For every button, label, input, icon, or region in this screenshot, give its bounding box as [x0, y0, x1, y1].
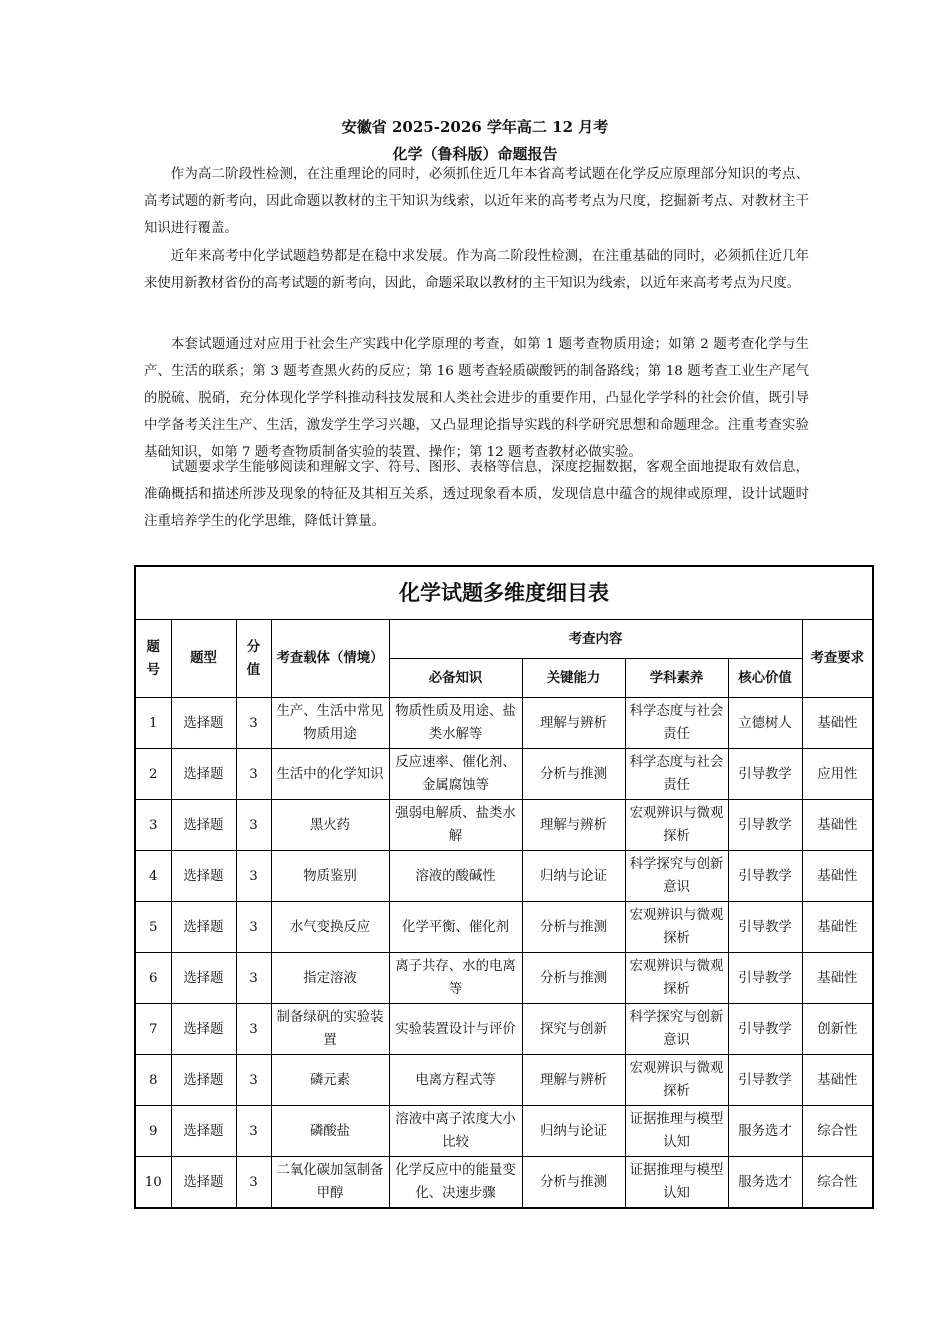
table-row [135, 749, 873, 800]
cell-knowledge: 溶液的酸碱性 [389, 851, 522, 902]
cell-value: 引导教学 [728, 953, 802, 1004]
cell-requirement: 基础性 [802, 902, 873, 953]
paragraph: 本套试题通过对应用于社会生产实践中化学原理的考查，如第 1 题考查物质用途；如第 2 题考查化学与生产、生活的联系；第 3 题考查黑火药的反应；第 16 题考查轻质碳酸钙的制备路线；第 18 题考查工业生产尾气的脱硫、脱硝，充分体现化学学科推动科技发展和人类社会进步的重要作用，凸显化学学科的社会价值，既引导中学备考关注生产、生活，激发学生学习兴趣，又凸显理论指导实践的科学研究思想和命题理念。注重考查实验基础知识，如第 7 题考查物质制备实验的装置、操作；第 12 题考查教材必做实验。 [144, 337, 809, 460]
header-type: 题型 [171, 620, 236, 698]
cell-requirement: 综合性 [802, 1106, 873, 1157]
cell-value: 服务选才 [728, 1157, 802, 1209]
cell-literacy: 宏观辨识与微观探析 [625, 800, 728, 851]
cell-number: 1 [135, 698, 171, 749]
cell-context: 磷酸盐 [271, 1106, 389, 1157]
cell-ability: 分析与推测 [522, 749, 625, 800]
paragraph: 近年来高考中化学试题趋势都是在稳中求发展。作为高二阶段性检测，在注重基础的同时，必须抓住近几年来使用新教材省份的高考试题的新考向，因此，命题采取以教材的主干知识为线索，以近年来高考考点为尺度。 [144, 249, 809, 291]
cell-score: 3 [236, 1106, 271, 1157]
cell-number: 5 [135, 902, 171, 953]
table-row [135, 851, 873, 902]
cell-ability: 探究与创新 [522, 1004, 625, 1055]
cell-type: 选择题 [171, 902, 236, 953]
header-number: 题号 [135, 620, 171, 698]
cell-number: 7 [135, 1004, 171, 1055]
cell-ability: 理解与辨析 [522, 800, 625, 851]
table-row [135, 800, 873, 851]
cell-knowledge: 溶液中离子浓度大小比较 [389, 1106, 522, 1157]
cell-ability: 理解与辨析 [522, 698, 625, 749]
cell-literacy: 科学探究与创新意识 [625, 1004, 728, 1055]
cell-score: 3 [236, 749, 271, 800]
cell-value: 引导教学 [728, 800, 802, 851]
cell-literacy: 证据推理与模型认知 [625, 1157, 728, 1209]
cell-score: 3 [236, 1055, 271, 1106]
cell-context: 物质鉴别 [271, 851, 389, 902]
cell-context: 制备绿矾的实验装置 [271, 1004, 389, 1055]
cell-knowledge: 离子共存、水的电离等 [389, 953, 522, 1004]
table-caption: 化学试题多维度细目表 [135, 566, 873, 620]
cell-value: 立德树人 [728, 698, 802, 749]
cell-type: 选择题 [171, 851, 236, 902]
header-content-group: 考查内容 [389, 620, 802, 659]
document-subtitle: 化学（鲁科版）命题报告 [392, 145, 558, 163]
cell-requirement: 基础性 [802, 800, 873, 851]
cell-requirement: 基础性 [802, 953, 873, 1004]
cell-requirement: 创新性 [802, 1004, 873, 1055]
paragraph: 作为高二阶段性检测，在注重理论的同时，必须抓住近几年本省高考试题在化学反应原理部分知识的考点、高考试题的新考向，因此命题以教材的主干知识为线索，以近年来的高考考点为尺度，挖掘新考点、对教材主干知识进行覆盖。 [144, 167, 809, 236]
cell-literacy: 宏观辨识与微观探析 [625, 953, 728, 1004]
cell-knowledge: 实验装置设计与评价 [389, 1004, 522, 1055]
cell-number: 2 [135, 749, 171, 800]
cell-score: 3 [236, 953, 271, 1004]
cell-number: 3 [135, 800, 171, 851]
cell-ability: 理解与辨析 [522, 1055, 625, 1106]
cell-type: 选择题 [171, 800, 236, 851]
cell-ability: 归纳与论证 [522, 1106, 625, 1157]
cell-literacy: 证据推理与模型认知 [625, 1106, 728, 1157]
cell-knowledge: 电离方程式等 [389, 1055, 522, 1106]
cell-context: 指定溶液 [271, 953, 389, 1004]
cell-number: 6 [135, 953, 171, 1004]
header-context: 考查载体（情境） [271, 620, 389, 698]
cell-value: 引导教学 [728, 902, 802, 953]
cell-score: 3 [236, 1157, 271, 1209]
table-row [135, 1157, 873, 1209]
header-value: 核心价值 [728, 659, 802, 698]
cell-ability: 分析与推测 [522, 1157, 625, 1209]
cell-number: 9 [135, 1106, 171, 1157]
table-row [135, 902, 873, 953]
header-ability: 关键能力 [522, 659, 625, 698]
cell-requirement: 基础性 [802, 851, 873, 902]
cell-knowledge: 反应速率、催化剂、金属腐蚀等 [389, 749, 522, 800]
cell-literacy: 科学态度与社会责任 [625, 749, 728, 800]
cell-value: 引导教学 [728, 1004, 802, 1055]
cell-ability: 归纳与论证 [522, 851, 625, 902]
table-row [135, 953, 873, 1004]
document-title: 安徽省 2025-2026 学年高二 12 月考 [341, 118, 609, 136]
cell-knowledge: 化学反应中的能量变化、决速步骤 [389, 1157, 522, 1209]
cell-context: 水气变换反应 [271, 902, 389, 953]
header-literacy: 学科素养 [625, 659, 728, 698]
table-row [135, 1055, 873, 1106]
cell-requirement: 基础性 [802, 1055, 873, 1106]
cell-type: 选择题 [171, 1055, 236, 1106]
cell-number: 8 [135, 1055, 171, 1106]
cell-type: 选择题 [171, 1004, 236, 1055]
cell-score: 3 [236, 1004, 271, 1055]
cell-literacy: 科学探究与创新意识 [625, 851, 728, 902]
cell-value: 引导教学 [728, 1055, 802, 1106]
cell-type: 选择题 [171, 1157, 236, 1209]
cell-literacy: 宏观辨识与微观探析 [625, 1055, 728, 1106]
cell-type: 选择题 [171, 1106, 236, 1157]
cell-context: 黑火药 [271, 800, 389, 851]
cell-context: 二氧化碳加氢制备甲醇 [271, 1157, 389, 1209]
exam-detail-table-container [134, 565, 872, 1209]
cell-requirement: 应用性 [802, 749, 873, 800]
cell-score: 3 [236, 698, 271, 749]
cell-knowledge: 强弱电解质、盐类水解 [389, 800, 522, 851]
cell-number: 4 [135, 851, 171, 902]
header-requirement: 考查要求 [802, 620, 873, 698]
cell-type: 选择题 [171, 953, 236, 1004]
cell-score: 3 [236, 902, 271, 953]
cell-value: 引导教学 [728, 851, 802, 902]
cell-score: 3 [236, 851, 271, 902]
cell-ability: 分析与推测 [522, 953, 625, 1004]
cell-context: 生产、生活中常见物质用途 [271, 698, 389, 749]
cell-literacy: 科学态度与社会责任 [625, 698, 728, 749]
cell-literacy: 宏观辨识与微观探析 [625, 902, 728, 953]
cell-type: 选择题 [171, 749, 236, 800]
cell-value: 服务选才 [728, 1106, 802, 1157]
table-row [135, 1106, 873, 1157]
cell-ability: 分析与推测 [522, 902, 625, 953]
header-score: 分值 [236, 620, 271, 698]
cell-requirement: 基础性 [802, 698, 873, 749]
paragraph: 试题要求学生能够阅读和理解文字、符号、图形、表格等信息，深度挖掘数据，客观全面地提取有效信息，准确概括和描述所涉及现象的特征及其相互关系，透过现象看本质，发现信息中蕴含的规律或原理，设计试题时注重培养学生的化学思维，降低计算量。 [144, 460, 809, 529]
exam-detail-table [134, 565, 874, 1209]
table-row [135, 1004, 873, 1055]
cell-context: 磷元素 [271, 1055, 389, 1106]
cell-type: 选择题 [171, 698, 236, 749]
cell-requirement: 综合性 [802, 1157, 873, 1209]
header-knowledge: 必备知识 [389, 659, 522, 698]
cell-value: 引导教学 [728, 749, 802, 800]
table-row [135, 698, 873, 749]
cell-knowledge: 物质性质及用途、盐类水解等 [389, 698, 522, 749]
cell-score: 3 [236, 800, 271, 851]
cell-context: 生活中的化学知识 [271, 749, 389, 800]
cell-knowledge: 化学平衡、催化剂 [389, 902, 522, 953]
cell-number: 10 [135, 1157, 171, 1209]
